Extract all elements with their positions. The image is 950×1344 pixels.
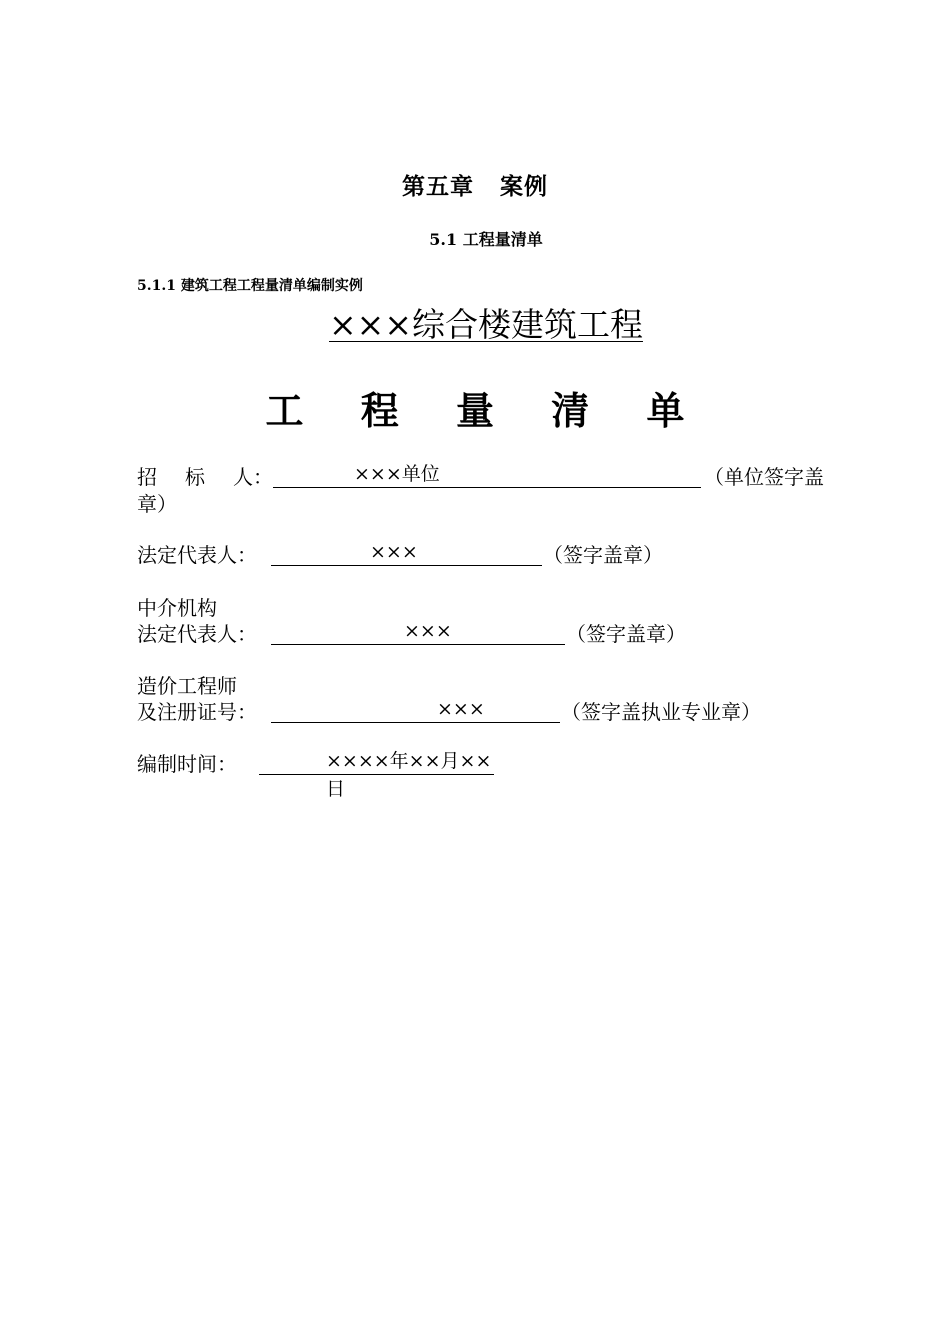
tenderer-label-b: 标 — [185, 465, 205, 489]
agency-label-line2: 法定代表人： — [137, 622, 257, 646]
tenderer-value-line[interactable] — [273, 460, 701, 488]
tenderer-label-a: 招 — [137, 465, 157, 489]
project-name: ×××综合楼建筑工程 — [329, 305, 643, 344]
cost-engineer-value-line[interactable] — [271, 695, 560, 723]
date-label: 编制时间： — [137, 752, 237, 776]
subsection-title: 5.1.1 建筑工程工程量清单编制实例 — [137, 278, 363, 294]
cost-engineer-label-line1: 造价工程师 — [137, 674, 237, 698]
tenderer-label — [137, 463, 273, 491]
cost-engineer-label-line2: 及注册证号： — [137, 700, 257, 724]
chapter-title-main: 第五章 — [402, 173, 474, 200]
date-value-line[interactable] — [259, 747, 494, 800]
tenderer-note: （单位签字盖 — [704, 465, 824, 489]
chapter-title-sub: 案例 — [500, 173, 548, 200]
legal-rep-note: （签字盖章） — [543, 543, 663, 567]
tenderer-value: ×××单位 — [354, 463, 440, 485]
chapter-title — [0, 168, 950, 201]
cost-engineer-note: （签字盖执业专业章） — [561, 700, 761, 724]
date-value: ××××年××月××日 — [326, 750, 492, 800]
legal-rep-label: 法定代表人： — [137, 543, 257, 567]
section-title: 5.1 工程量清单 — [429, 230, 543, 249]
agency-note: （签字盖章） — [566, 622, 686, 646]
document-title: 工 程 量 清 单 — [265, 388, 707, 433]
legal-rep-value-line[interactable] — [271, 538, 542, 566]
tenderer-label-c: 人： — [233, 465, 273, 489]
agency-value: ××× — [404, 620, 452, 642]
agency-value-line[interactable] — [271, 617, 565, 645]
cost-engineer-value: ××× — [437, 698, 485, 720]
tenderer-note-cont: 章） — [137, 492, 177, 516]
agency-label-line1: 中介机构 — [137, 596, 217, 620]
legal-rep-value: ××× — [370, 541, 418, 563]
